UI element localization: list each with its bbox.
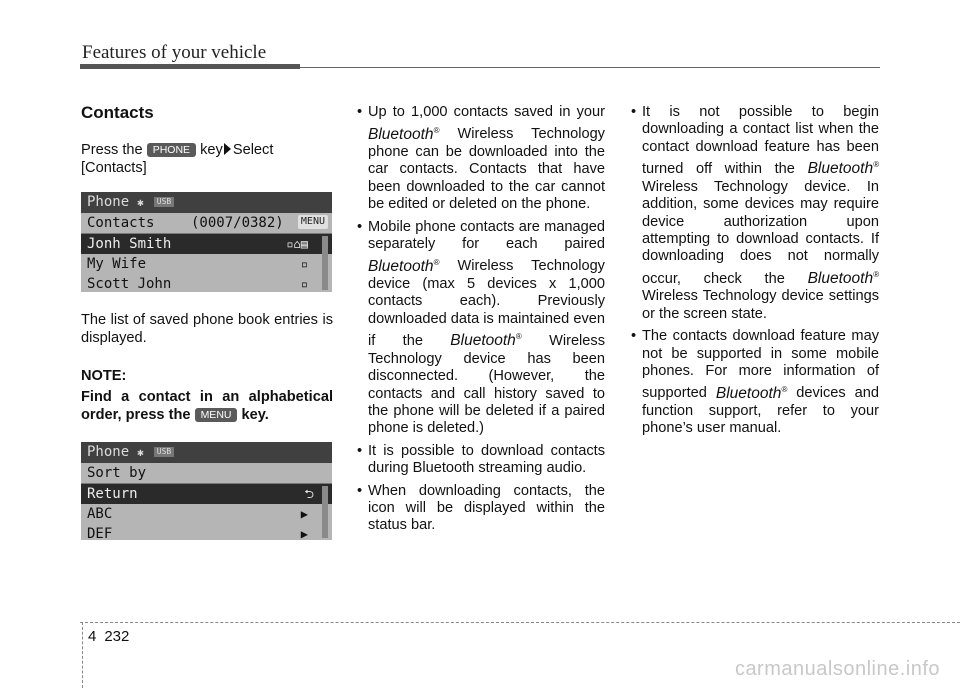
bullet-text: It is possible to download contacts during Bluetooth streaming audio. <box>368 442 605 477</box>
description-text: The list of saved phone book entries is displayed. <box>81 312 333 346</box>
bullet-text: Up to 1,000 contacts saved in your <box>368 104 605 120</box>
phone-icon: ▫ <box>300 257 308 272</box>
screen1-mode-label: Phone <box>87 194 130 211</box>
bullet-list-middle <box>357 104 605 535</box>
contact-name: My Wife <box>87 256 147 273</box>
screen2-row <box>81 504 332 524</box>
bluetooth-icon: ✱ <box>137 446 144 460</box>
page-number-value: 232 <box>104 628 130 645</box>
note-text-after: key. <box>241 406 269 423</box>
screen2-status-bar <box>81 442 332 463</box>
screen2-usb-icon: USB <box>154 447 174 457</box>
chapter-number: 4 <box>88 628 97 645</box>
header-rule-thick <box>80 64 300 69</box>
instr-select-target: [Contacts] <box>81 159 147 176</box>
contact-name: Scott John <box>87 276 172 293</box>
brand-name: Bluetooth® <box>368 257 440 275</box>
screen2-list <box>81 484 332 544</box>
bullet-text: Wireless Technology device (max 5 devices x 1,000 contacts each). Previously downloaded data is maintained even if the <box>368 258 605 350</box>
arrow-right-icon: ▶ <box>300 507 308 522</box>
section-title: Contacts <box>81 103 154 122</box>
bullet-item <box>357 443 605 478</box>
instr-press: Press the <box>81 142 143 159</box>
screen2-scrollbar <box>322 486 328 538</box>
page-number <box>88 628 129 645</box>
screen1-scrollbar <box>322 236 328 290</box>
sort-option-label: Return <box>87 486 138 503</box>
brand-name: Bluetooth® <box>807 160 879 178</box>
brand-name: Bluetooth® <box>715 384 788 402</box>
page-header-title: Features of your vehicle <box>82 42 267 63</box>
note-text <box>81 389 333 424</box>
screen2-title: Sort by <box>87 465 147 482</box>
note-text-before: Find a contact in an alphabetical order, press the <box>81 389 333 423</box>
bullet-text: Wireless Technology device settings or the screen state. <box>642 288 879 322</box>
column-right <box>631 104 879 443</box>
arrow-right-icon <box>224 143 231 155</box>
bullet-item <box>357 483 605 535</box>
menu-key-badge: MENU <box>195 408 238 422</box>
screen1-title: Contacts <box>87 215 155 232</box>
sort-option-label: DEF <box>87 526 113 543</box>
contacts-screen-image <box>81 192 332 292</box>
footer-rule <box>80 622 960 623</box>
screen1-row-selected <box>81 234 332 254</box>
header-rule-thin <box>300 67 880 68</box>
screen1-row <box>81 274 332 294</box>
screen1-usb-icon: USB <box>154 197 174 207</box>
screen1-title-row <box>81 213 332 234</box>
bullet-item <box>631 104 879 323</box>
bullet-item <box>357 104 605 214</box>
screen1-list <box>81 234 332 294</box>
note-label: NOTE: <box>81 368 127 385</box>
screen2-row-selected <box>81 484 332 504</box>
screen2-row <box>81 524 332 544</box>
brand-name: Bluetooth® <box>450 332 522 350</box>
return-icon: ⮌ <box>304 487 314 502</box>
screen2-title-row <box>81 463 332 484</box>
footer-divider <box>82 622 83 688</box>
screen1-menu-badge: MENU <box>298 215 328 229</box>
screen2-mode-label: Phone <box>87 444 130 461</box>
bullet-text: devices and function support, refer to your phone’s user manual. <box>642 385 880 437</box>
bullet-list-right <box>631 104 879 438</box>
bluetooth-icon: ✱ <box>137 196 144 210</box>
sort-screen-image <box>81 442 332 543</box>
screen1-status-bar <box>81 192 332 213</box>
bullet-item <box>631 328 879 438</box>
instr-select-word: Select <box>232 142 274 159</box>
instr-key: key <box>200 142 223 159</box>
contact-type-icons: ▫⌂▤ <box>286 237 308 252</box>
bullet-text: It is not possible to begin downloading a contact list when the contact download feature has been turned off within the <box>642 104 879 178</box>
bullet-text: Wireless Technology device has been disconnected. (However, the contacts and call history saved to the phone will be deleted if a paired phone is deleted.) <box>368 333 606 437</box>
arrow-right-icon: ▶ <box>300 527 308 542</box>
brand-name: Bluetooth® <box>368 125 440 143</box>
bullet-text: Mobile phone contacts are managed separately for each paired <box>368 218 605 252</box>
phone-key-badge: PHONE <box>147 143 196 157</box>
instruction-text <box>81 142 333 177</box>
bullet-text: Wireless Technology phone can be downloaded into the car contacts. Contacts that have been downloaded to the car cannot be edited or deleted on the phone. <box>368 126 605 213</box>
sort-option-label: ABC <box>87 506 113 523</box>
column-left <box>81 103 333 543</box>
contact-name: Jonh Smith <box>87 236 172 253</box>
screen1-row <box>81 254 332 274</box>
brand-name: Bluetooth® <box>807 269 879 287</box>
phone-icon: ▫ <box>300 277 308 292</box>
watermark: carmanualsonline.info <box>734 658 940 680</box>
column-middle <box>357 104 605 540</box>
bullet-text: Wireless Technology device. In addition, some devices may require device authorization upon attempting to download contacts. If downloading does not normally occur, check the <box>642 178 879 287</box>
bullet-item <box>357 219 605 438</box>
bullet-text: The contacts download feature may not be supported in some mobile phones. For more information of supported <box>642 328 879 402</box>
screen1-count: (0007/0382) <box>191 215 284 232</box>
bullet-text: When downloading contacts, the icon will be displayed within the status bar. <box>368 482 605 534</box>
